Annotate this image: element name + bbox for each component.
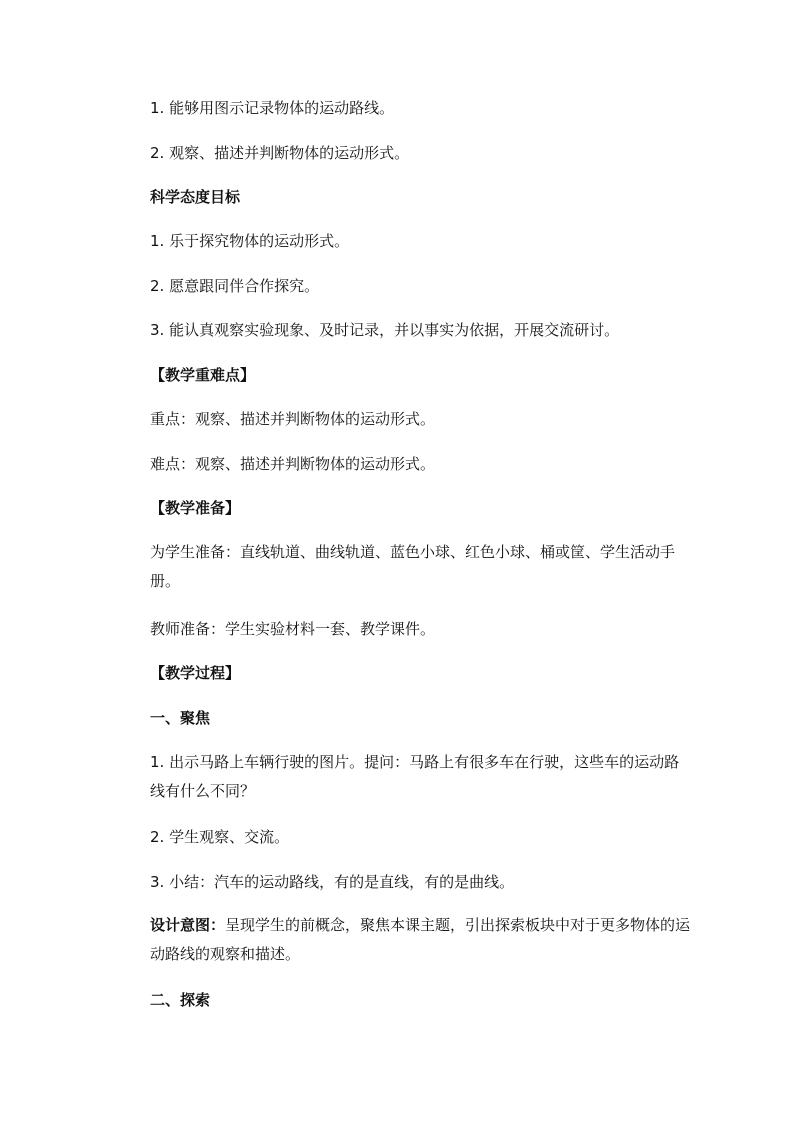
design-intent-label: 设计意图： bbox=[150, 916, 226, 934]
focus-item-1: 1. 出示马路上车辆行驶的图片。提问：马路上有很多车在行驶，这些车的运动路线有什么不同？ bbox=[150, 753, 680, 800]
key-points-heading: 【教学重难点】 bbox=[150, 366, 256, 384]
explore-section-heading: 二、探索 bbox=[150, 991, 211, 1009]
focus-item-2: 2. 学生观察、交流。 bbox=[150, 828, 290, 846]
focus-item-3: 3. 小结：汽车的运动路线，有的是直线，有的是曲线。 bbox=[150, 873, 515, 891]
attitude-goals-heading: 科学态度目标 bbox=[150, 188, 241, 206]
skill-goal-1: 1. 能够用图示记录物体的运动路线。 bbox=[150, 99, 395, 117]
attitude-goal-1: 1. 乐于探究物体的运动形式。 bbox=[150, 232, 350, 250]
design-intent-text: 呈现学生的前概念，聚焦本课主题，引出探索板块中对于更多物体的运动路线的观察和描述。 bbox=[150, 916, 691, 963]
key-point: 重点：观察、描述并判断物体的运动形式。 bbox=[150, 410, 436, 428]
focus-section-heading: 一、聚焦 bbox=[150, 709, 211, 727]
attitude-goal-2: 2. 愿意跟同伴合作探究。 bbox=[150, 277, 320, 295]
teacher-preparation: 教师准备：学生实验材料一套、教学课件。 bbox=[150, 620, 436, 638]
process-heading: 【教学过程】 bbox=[150, 664, 241, 682]
difficult-point: 难点：观察、描述并判断物体的运动形式。 bbox=[150, 455, 436, 473]
preparation-heading: 【教学准备】 bbox=[150, 499, 241, 517]
skill-goal-2: 2. 观察、描述并判断物体的运动形式。 bbox=[150, 144, 410, 162]
student-preparation: 为学生准备：直线轨道、曲线轨道、蓝色小球、红色小球、桶或筐、学生活动手册。 bbox=[150, 543, 676, 590]
attitude-goal-3: 3. 能认真观察实验现象、及时记录，并以事实为依据，开展交流研讨。 bbox=[150, 321, 620, 339]
design-intent-paragraph bbox=[150, 911, 692, 969]
